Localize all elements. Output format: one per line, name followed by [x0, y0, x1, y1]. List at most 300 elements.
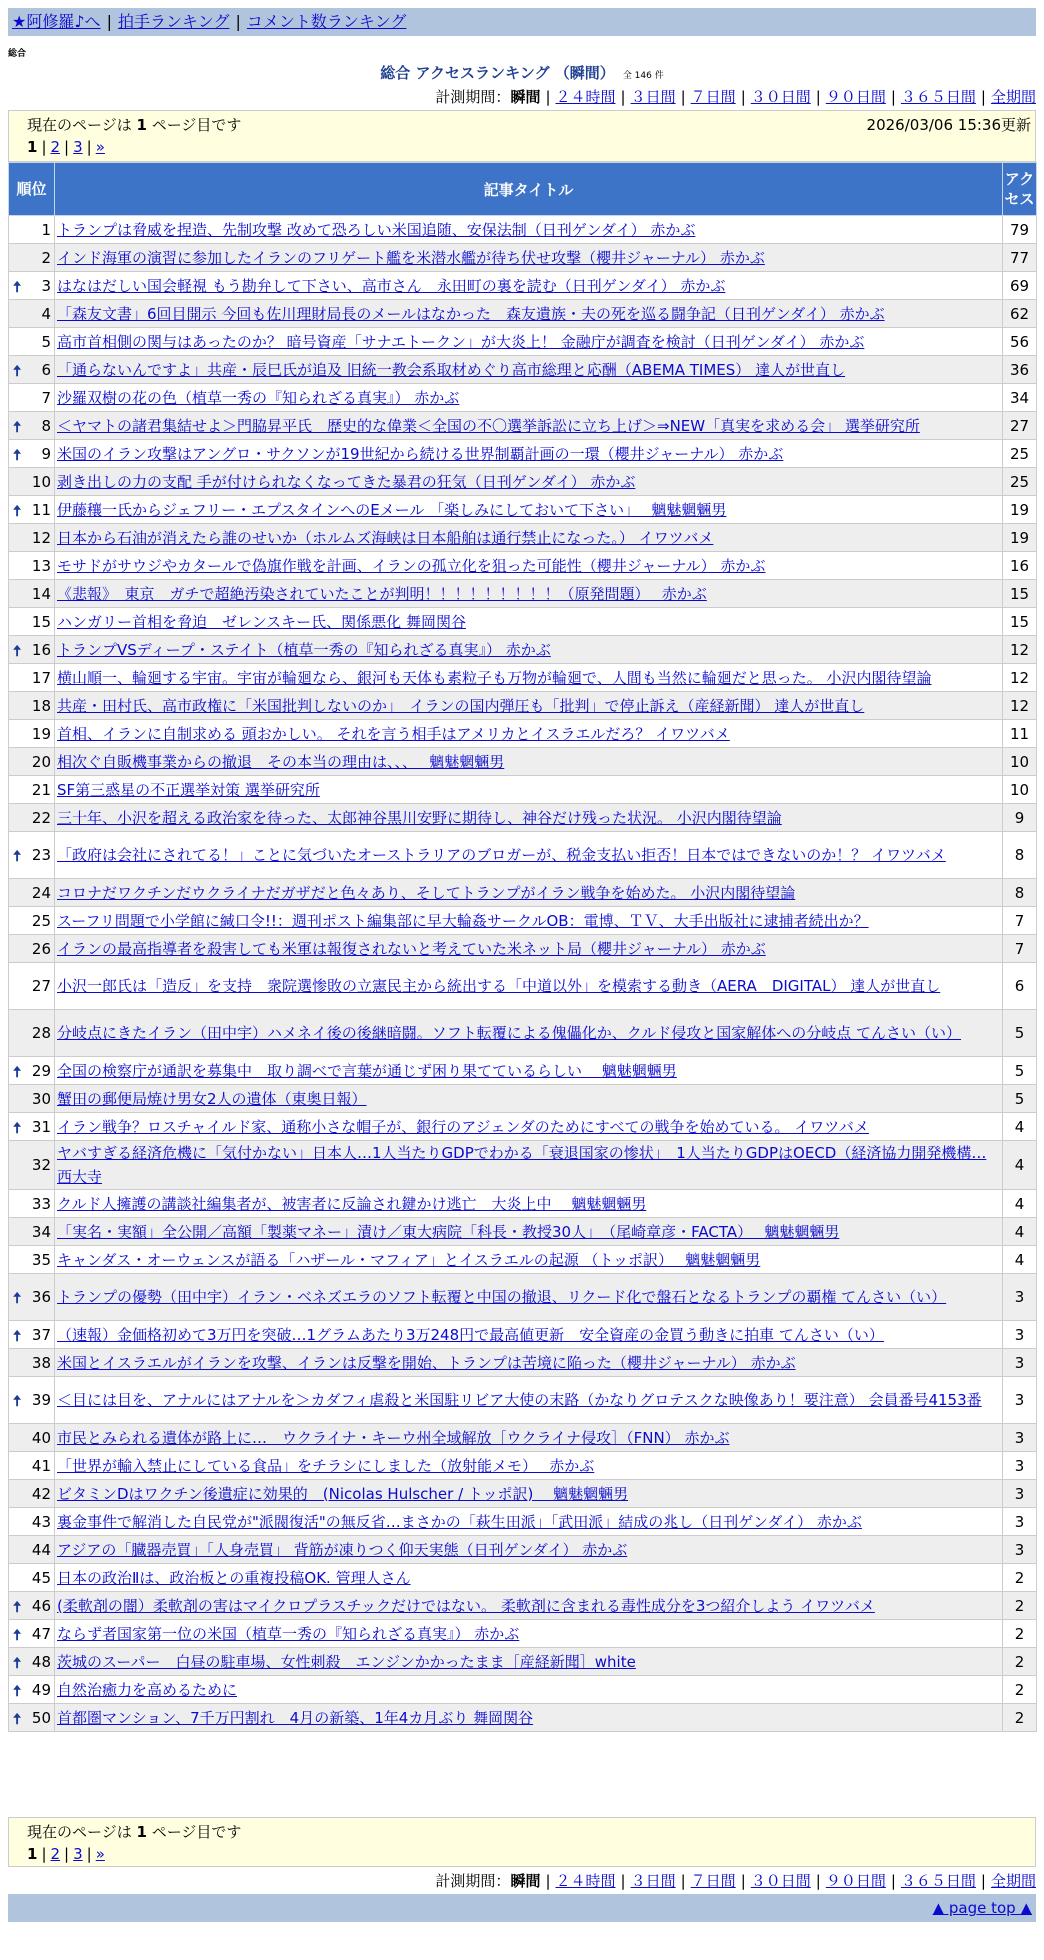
period-selector-top — [435, 86, 1036, 107]
period-link-1[interactable]: ３日間 — [630, 1872, 676, 1890]
period-current: 瞬間 — [510, 88, 541, 106]
title-cell — [55, 608, 1003, 636]
rank-cell — [9, 1246, 55, 1274]
pager-separator: | — [64, 1845, 70, 1863]
article-title-link[interactable]: 自然治癒力を高めるために — [57, 1680, 238, 1699]
article-title-link[interactable]: スーフリ問題で小学館に緘口令!!：週刊ポスト編集部に早大輪姦サークルOB：電博、ＴＶ、大手出版社に逮捕者続出か？ — [57, 911, 869, 930]
total-count: 全 146 件 — [622, 71, 664, 81]
article-title-link[interactable]: 「政府は会社にされてる！」ことに気づいたオーストラリアのブロガーが、税金支払い拒否！日本ではできないのか！？ イワツバメ — [57, 846, 946, 864]
article-title-link[interactable]: はなはだしい国会軽視 もう勘弁して下さい、高市さん 永田町の裏を読む（日刊ゲンダイ） 赤かぶ — [57, 276, 726, 295]
article-title-link[interactable]: イランの最高指導者を殺害しても米軍は報復されないと考えていた米ネット局（櫻井ジャーナル） 赤かぶ — [57, 939, 766, 958]
up-arrow-icon: 🠅 — [13, 847, 22, 865]
article-title-link[interactable]: ヤバすぎる経済危機に「気付かない」日本人…1人当たりGDPでわかる「衰退国家の惨状」 1人当たりGDPはOECD（経済協力開発機構… 西大寺 — [57, 1144, 987, 1186]
rank-number: 7 — [41, 388, 51, 407]
rank-number: 22 — [31, 808, 51, 827]
article-title-link[interactable]: ならず者国家第一位の米国（植草一秀の『知られざる真実』） 赤かぶ — [57, 1624, 520, 1643]
rank-number: 46 — [31, 1596, 51, 1615]
rank-number: 38 — [31, 1353, 51, 1372]
rank-number: 27 — [31, 977, 51, 995]
rank-cell — [9, 1141, 55, 1190]
access-count: 4 — [1003, 1246, 1037, 1274]
rank-cell — [9, 608, 55, 636]
rank-cell — [9, 907, 55, 935]
period-separator: | — [680, 88, 686, 106]
table-row — [9, 636, 1037, 664]
rank-cell — [9, 664, 55, 692]
period-separator: | — [815, 88, 821, 106]
access-count: 3 — [1003, 1424, 1037, 1452]
table-row — [9, 608, 1037, 636]
article-title-link[interactable]: クルド人擁護の講談社編集者が、被害者に反論され鍵かけ逃亡 大炎上中 魑魅魍魎男 — [57, 1194, 647, 1213]
table-row — [9, 440, 1037, 468]
article-title-link[interactable]: 高市首相側の関与はあったのか？ 暗号資産「サナエトークン」が大炎上！ 金融庁が調査を検討（日刊ゲンダイ） 赤かぶ — [57, 332, 865, 351]
access-count: 2 — [1003, 1620, 1037, 1648]
period-link-0[interactable]: ２４時間 — [555, 1872, 616, 1890]
rank-cell — [9, 1704, 55, 1732]
access-count: 56 — [1003, 328, 1037, 356]
pager-link-2[interactable]: » — [95, 1845, 105, 1863]
title-cell — [55, 1057, 1003, 1085]
article-title-link[interactable]: モサドがサウジやカタールで偽旗作戦を計画、イランの孤立化を狙った可能性（櫻井ジャーナル） 赤かぶ — [57, 556, 766, 575]
page-info-text: 現在のページは 1 ページ目です — [27, 1823, 242, 1841]
rank-number: 48 — [31, 1652, 51, 1671]
home-link[interactable]: ★阿修羅♪へ — [12, 12, 101, 31]
title-cell — [55, 1676, 1003, 1704]
article-title-link[interactable]: (柔軟剤の闇）柔軟剤の害はマイクロプラスチックだけではない。 柔軟剤に含まれる毒性成分を3つ紹介しよう イワツバメ — [57, 1596, 875, 1615]
table-row — [9, 748, 1037, 776]
title-cell — [55, 1480, 1003, 1508]
article-title-link[interactable]: （速報）金価格初めて3万円を突破…1グラムあたり3万248円で最高値更新 安全資産の金買う動きに拍車 てんさい（い） — [57, 1325, 884, 1344]
rank-number: 17 — [31, 668, 51, 687]
rank-cell — [9, 1424, 55, 1452]
article-title-link[interactable]: 裏金事件で解消した自民党が"派閥復活"の無反省…まさかの「萩生田派」「武田派」結成の兆し（日刊ゲンダイ） 赤かぶ — [57, 1512, 862, 1531]
article-title-link[interactable]: 沙羅双樹の花の色（植草一秀の『知られざる真実』） 赤かぶ — [57, 388, 460, 407]
rank-number: 23 — [31, 846, 51, 864]
access-count: 3 — [1003, 1536, 1037, 1564]
rank-number: 19 — [31, 724, 51, 743]
article-title-link[interactable]: 小沢一郎氏は「造反」を支持 衆院選惨敗の立憲民主から統出する「中道以外」を模索する動き（AERA DIGITAL） 達人が世直し — [57, 977, 941, 995]
rank-cell — [9, 776, 55, 804]
table-row — [9, 664, 1037, 692]
bottom-bar — [8, 1894, 1036, 1922]
table-row — [9, 1676, 1037, 1704]
rank-number: 8 — [41, 416, 51, 435]
access-count: 16 — [1003, 552, 1037, 580]
rank-cell — [9, 636, 55, 664]
rank-number: 35 — [31, 1250, 51, 1269]
article-title-link[interactable]: ＜ヤマトの諸君集結せよ＞門脇昇平氏 歴史的な偉業＜全国の不〇選挙訴訟に立ち上げ＞⇒NEW「真実を求める会」 選挙研究所 — [57, 416, 920, 435]
title-cell — [55, 1141, 1003, 1190]
rank-cell — [9, 1480, 55, 1508]
period-link-6[interactable]: 全期間 — [990, 1872, 1036, 1890]
access-count: 2 — [1003, 1564, 1037, 1592]
clap-ranking-link[interactable]: 拍手ランキング — [117, 12, 230, 31]
page-top-link[interactable]: ▲ page top ▲ — [932, 1899, 1032, 1917]
table-row — [9, 412, 1037, 440]
rank-cell — [9, 935, 55, 963]
period-separator: | — [740, 1872, 746, 1890]
table-row — [9, 1648, 1037, 1676]
access-count: 12 — [1003, 664, 1037, 692]
access-count: 10 — [1003, 776, 1037, 804]
rank-number: 36 — [31, 1288, 51, 1306]
article-title-link[interactable]: 横山順一、輪廻する宇宙。宇宙が輪廻なら、銀河も天体も素粒子も万物が輪廻で、人間も当然に輪廻だと思った。 小沢内閣待望論 — [57, 668, 932, 687]
title-cell — [55, 1424, 1003, 1452]
article-title-link[interactable]: 伊藤穰一氏からジェフリー・エプスタインへのEメール 「楽しみにしておいて下さい」 魑魅魍魎男 — [57, 500, 727, 519]
access-count: 9 — [1003, 804, 1037, 832]
table-row — [9, 720, 1037, 748]
pager-link-0[interactable]: 2 — [50, 1845, 61, 1863]
table-row — [9, 216, 1037, 244]
table-row — [9, 879, 1037, 907]
period-link-4[interactable]: ９０日間 — [825, 88, 886, 106]
article-title-link[interactable]: ビタミンDはワクチン後遺症に効果的 (Nicolas Hulscher / トッポ訳) 魑魅魍魎男 — [57, 1484, 629, 1503]
up-arrow-icon: 🠅 — [13, 1118, 22, 1137]
title-cell — [55, 1536, 1003, 1564]
access-count: 2 — [1003, 1592, 1037, 1620]
article-title-link[interactable]: ＜目には目を、アナルにはアナルを＞カダフィ虐殺と米国駐リビア大使の末路（かなりグロテスクな映像あり！要注意） 会員番号4153番 — [57, 1391, 982, 1409]
rank-cell — [9, 1349, 55, 1377]
article-title-link[interactable]: ハンガリー首相を脅迫 ゼレンスキー氏、関係悪化 舞岡関谷 — [57, 612, 466, 631]
rank-number: 39 — [31, 1391, 51, 1409]
rank-number: 37 — [31, 1325, 51, 1344]
rank-number: 45 — [31, 1568, 51, 1587]
table-row — [9, 1452, 1037, 1480]
table-row — [9, 1480, 1037, 1508]
rank-number: 24 — [31, 883, 51, 902]
updated-timestamp: 2026/03/06 15:36更新 — [866, 116, 1031, 134]
title-cell — [55, 1274, 1003, 1321]
article-title-link[interactable]: コロナだワクチンだウクライナだガザだと色々あり、そしてトランプがイラン戦争を始めた。 小沢内閣待望論 — [57, 883, 796, 902]
period-label: 計測期間： — [435, 1872, 511, 1890]
article-title-link[interactable]: 相次ぐ自販機事業からの撤退 その本当の理由は、、、 魑魅魍魎男 — [57, 752, 505, 771]
rank-cell — [9, 832, 55, 879]
title-cell — [55, 1349, 1003, 1377]
access-count: 3 — [1003, 1480, 1037, 1508]
table-row — [9, 1349, 1037, 1377]
up-arrow-icon: 🠅 — [13, 445, 22, 464]
article-title-link[interactable]: トランプVSディープ・ステイト（植草一秀の『知られざる真実』） 赤かぶ — [57, 640, 551, 659]
table-row — [9, 1704, 1037, 1732]
rank-cell — [9, 1274, 55, 1321]
pager-separator: | — [86, 1845, 92, 1863]
period-separator: | — [740, 88, 746, 106]
up-arrow-icon: 🠅 — [13, 277, 22, 296]
period-link-6[interactable]: 全期間 — [990, 88, 1036, 106]
title-cell — [55, 804, 1003, 832]
access-count: 5 — [1003, 1085, 1037, 1113]
rank-cell — [9, 244, 55, 272]
article-title-link[interactable]: 市民とみられる遺体が路上に… ウクライナ・キーウ州全域解放［ウクライナ侵攻］（FNN） 赤かぶ — [57, 1428, 730, 1447]
access-count: 27 — [1003, 412, 1037, 440]
period-link-5[interactable]: ３６５日間 — [900, 88, 976, 106]
period-separator: | — [545, 1872, 551, 1890]
title-cell — [55, 1564, 1003, 1592]
title-cell — [55, 1508, 1003, 1536]
access-count: 25 — [1003, 468, 1037, 496]
period-separator: | — [980, 1872, 986, 1890]
pager-bottom — [27, 1845, 105, 1863]
article-title-link[interactable]: 「森友文書」6回目開示 今回も佐川理財局長のメールはなかった 森友遺族・夫の死を巡る闘争記（日刊ゲンダイ） 赤かぶ — [57, 304, 885, 323]
pager-separator: | — [64, 138, 70, 156]
up-arrow-icon: 🠅 — [13, 1062, 22, 1081]
access-count: 69 — [1003, 272, 1037, 300]
access-count: 7 — [1003, 907, 1037, 935]
access-count: 79 — [1003, 216, 1037, 244]
article-title-link[interactable]: 茨城のスーパー 白昼の駐車場、女性刺殺 エンジンかかったまま［産経新聞］white — [57, 1652, 636, 1671]
rank-number: 26 — [31, 939, 51, 958]
page-info-top — [8, 110, 1036, 162]
rank-cell — [9, 1536, 55, 1564]
table-row — [9, 1113, 1037, 1141]
title-cell — [55, 748, 1003, 776]
period-link-4[interactable]: ９０日間 — [825, 1872, 886, 1890]
up-arrow-icon: 🠅 — [13, 501, 22, 520]
rank-cell — [9, 963, 55, 1010]
article-title-link[interactable]: キャンダス・オーウェンスが語る「ハザール・マフィア」とイスラエルの起源 （トッポ訳） 魑魅魍魎男 — [57, 1250, 761, 1269]
rank-number: 12 — [31, 528, 51, 547]
article-title-link[interactable]: 共産・田村氏、高市政権に「米国批判しないのか」 イランの国内弾圧も「批判」で停止訴え（産経新聞） 達人が世直し — [57, 696, 865, 715]
rank-cell — [9, 1592, 55, 1620]
pager-link-2[interactable]: » — [95, 138, 105, 156]
pager-separator: | — [86, 138, 92, 156]
up-arrow-icon: 🠅 — [13, 361, 22, 380]
access-count: 8 — [1003, 832, 1037, 879]
period-link-3[interactable]: ３０日間 — [750, 1872, 811, 1890]
article-title-link[interactable]: 「通らないんですよ」共産・辰巳氏が追及 旧統一教会系取材めぐり高市総理と応酬（ABEMA TIMES） 達人が世直し — [57, 360, 846, 379]
rank-cell — [9, 1508, 55, 1536]
access-count: 7 — [1003, 935, 1037, 963]
title-cell — [55, 1246, 1003, 1274]
access-count: 3 — [1003, 1377, 1037, 1424]
article-title-link[interactable]: 剥き出しの力の支配 手が付けられなくなってきた暴君の狂気（日刊ゲンダイ） 赤かぶ — [57, 472, 636, 491]
rank-cell — [9, 1620, 55, 1648]
title-cell — [55, 963, 1003, 1010]
article-title-link[interactable]: トランプの優勢（田中宇）イラン・ベネズエラのソフト転覆と中国の撤退、リクード化で盤石となるトランプの覇権 てんさい（い） — [57, 1288, 947, 1306]
access-count: 2 — [1003, 1676, 1037, 1704]
table-row — [9, 1190, 1037, 1218]
rank-number: 41 — [31, 1456, 51, 1475]
table-row — [9, 1564, 1037, 1592]
table-row — [9, 1424, 1037, 1452]
period-separator: | — [890, 88, 896, 106]
access-count: 4 — [1003, 1218, 1037, 1246]
title-cell — [55, 636, 1003, 664]
article-title-link[interactable]: 分岐点にきたイラン（田中宇）ハメネイ後の後継暗闘。ソフト転覆による傀儡化か、クルド侵攻と国家解体への分岐点 てんさい（い） — [57, 1024, 962, 1042]
article-title-link[interactable]: 米国とイスラエルがイランを攻撃、イランは反撃を開始、トランプは苦境に陥った（櫻井ジャーナル） 赤かぶ — [57, 1353, 796, 1372]
access-count: 11 — [1003, 720, 1037, 748]
rank-number: 14 — [31, 584, 51, 603]
access-count: 3 — [1003, 1508, 1037, 1536]
access-count: 12 — [1003, 692, 1037, 720]
period-separator: | — [620, 1872, 626, 1890]
top-nav-bar — [8, 8, 1036, 36]
rank-number: 25 — [31, 911, 51, 930]
article-title-link[interactable]: 《悲報》 東京 ガチで超絶汚染されていたことが判明！！！！！！！！！（原発問題） 赤かぶ — [57, 584, 707, 603]
title-cell — [55, 1648, 1003, 1676]
article-title-link[interactable]: インド海軍の演習に参加したイランのフリゲート艦を米潜水艦が待ち伏せ攻撃（櫻井ジャーナル） 赤かぶ — [57, 248, 765, 267]
title-cell — [55, 1321, 1003, 1349]
rank-number: 50 — [31, 1708, 51, 1727]
rank-number: 20 — [31, 752, 51, 771]
rank-number: 33 — [31, 1194, 51, 1213]
rank-number: 42 — [31, 1484, 51, 1503]
period-link-5[interactable]: ３６５日間 — [900, 1872, 976, 1890]
up-arrow-icon: 🠅 — [13, 417, 22, 436]
article-title-link[interactable]: イラン戦争？ロスチャイルド家、通称小さな帽子が、銀行のアジェンダのためにすべての戦争を始めている。 イワツバメ — [57, 1117, 869, 1136]
access-count: 4 — [1003, 1113, 1037, 1141]
article-title-link[interactable]: 「世界が輸入禁止にしている食品」をチラシにしました（放射能メモ） 赤かぶ — [57, 1456, 595, 1475]
title-cell — [55, 384, 1003, 412]
title-cell — [55, 692, 1003, 720]
table-row — [9, 1377, 1037, 1424]
pager-current: 1 — [27, 1845, 38, 1863]
rank-number: 49 — [31, 1680, 51, 1699]
title-cell — [55, 1085, 1003, 1113]
rank-cell — [9, 720, 55, 748]
title-cell — [55, 664, 1003, 692]
rank-number: 5 — [41, 332, 51, 351]
rank-cell — [9, 1321, 55, 1349]
rank-number: 4 — [41, 304, 51, 323]
article-title-link[interactable]: 首相、イランに自制求める 頭おかしい。 それを言う相手はアメリカとイスラエルだろ？ イワツバメ — [57, 724, 730, 743]
period-link-2[interactable]: ７日間 — [690, 1872, 736, 1890]
rank-cell — [9, 1676, 55, 1704]
article-title-link[interactable]: 米国のイラン攻撃はアングロ・サクソンが19世紀から続ける世界制覇計画の一環（櫻井ジャーナル） 赤かぶ — [57, 444, 784, 463]
period-link-2[interactable]: ７日間 — [690, 88, 736, 106]
rank-number: 18 — [31, 696, 51, 715]
rank-cell — [9, 552, 55, 580]
article-title-link[interactable]: SF第三惑星の不正選挙対策 選挙研究所 — [57, 780, 320, 799]
period-selector-bottom — [435, 1870, 1036, 1891]
rank-cell — [9, 1057, 55, 1085]
access-count: 4 — [1003, 1141, 1037, 1190]
table-row — [9, 1057, 1037, 1085]
rank-number: 32 — [31, 1156, 51, 1174]
table-row — [9, 1321, 1037, 1349]
genre-label: 総合 — [8, 49, 27, 59]
article-title-link[interactable]: 首都圏マンション、7千万円割れ 4月の新築、1年4カ月ぶり 舞岡関谷 — [57, 1708, 534, 1727]
period-link-3[interactable]: ３０日間 — [750, 88, 811, 106]
title-cell — [55, 776, 1003, 804]
table-row — [9, 832, 1037, 879]
title-cell — [55, 1218, 1003, 1246]
table-row — [9, 1218, 1037, 1246]
table-row — [9, 328, 1037, 356]
article-title-link[interactable]: トランプは脅威を捏造、先制攻撃 改めて恐ろしい米国追随、安保法制（日刊ゲンダイ） 赤かぶ — [57, 220, 696, 239]
access-count: 5 — [1003, 1010, 1037, 1057]
period-label: 計測期間： — [435, 88, 511, 106]
title-cell — [55, 300, 1003, 328]
table-row — [9, 272, 1037, 300]
period-separator: | — [815, 1872, 821, 1890]
pager-link-1[interactable]: 3 — [73, 138, 83, 156]
article-title-link[interactable]: 日本の政治Ⅱは、政治板との重複投稿OK. 管理人さん — [57, 1568, 411, 1587]
table-row — [9, 552, 1037, 580]
rank-cell — [9, 496, 55, 524]
rank-number: 21 — [31, 780, 51, 799]
rank-number: 13 — [31, 556, 51, 575]
access-count: 3 — [1003, 1274, 1037, 1321]
table-row — [9, 1010, 1037, 1057]
title-cell — [55, 496, 1003, 524]
table-row — [9, 907, 1037, 935]
article-title-link[interactable]: 全国の検察庁が通訳を募集中 取り調べで言葉が通じず困り果てているらしい 魑魅魍魎男 — [57, 1061, 677, 1080]
up-arrow-icon: 🠅 — [13, 1597, 22, 1616]
access-count: 19 — [1003, 496, 1037, 524]
table-row — [9, 1274, 1037, 1321]
title-cell — [55, 1377, 1003, 1424]
title-cell — [55, 1190, 1003, 1218]
table-row — [9, 356, 1037, 384]
pager-link-1[interactable]: 3 — [73, 1845, 83, 1863]
article-title-link[interactable]: アジアの「臓器売買」「人身売買」 背筋が凍りつく仰天実態（日刊ゲンダイ） 赤かぶ — [57, 1540, 628, 1559]
header-rank: 順位 — [9, 163, 55, 216]
title-cell — [55, 244, 1003, 272]
rank-number: 28 — [31, 1024, 51, 1042]
rank-number: 3 — [41, 276, 51, 295]
rank-cell — [9, 1452, 55, 1480]
period-link-1[interactable]: ３日間 — [630, 88, 676, 106]
rank-cell — [9, 1564, 55, 1592]
nav-separator: | — [235, 12, 241, 31]
page-info-bottom — [8, 1817, 1036, 1867]
title-cell — [55, 328, 1003, 356]
rank-number: 44 — [31, 1540, 51, 1559]
table-row — [9, 468, 1037, 496]
title-cell — [55, 272, 1003, 300]
article-title-link[interactable]: 「実名・実額」全公開／高額「製薬マネー」漬け／東大病院「科長・教授30人」 （尾崎章彦・FACTA） 魑魅魍魎男 — [57, 1222, 840, 1241]
rank-number: 40 — [31, 1428, 51, 1447]
table-row — [9, 1508, 1037, 1536]
table-row — [9, 692, 1037, 720]
up-arrow-icon: 🠅 — [13, 1681, 22, 1700]
table-row — [9, 384, 1037, 412]
pager-link-0[interactable]: 2 — [50, 138, 61, 156]
comment-ranking-link[interactable]: コメント数ランキング — [246, 12, 407, 31]
table-row — [9, 963, 1037, 1010]
period-separator: | — [680, 1872, 686, 1890]
period-separator: | — [980, 88, 986, 106]
pager-current: 1 — [27, 138, 38, 156]
rank-number: 29 — [31, 1061, 51, 1080]
rank-cell — [9, 216, 55, 244]
access-count: 19 — [1003, 524, 1037, 552]
title-cell — [55, 412, 1003, 440]
title-cell — [55, 356, 1003, 384]
rank-cell — [9, 804, 55, 832]
access-count: 2 — [1003, 1648, 1037, 1676]
period-link-0[interactable]: ２４時間 — [555, 88, 616, 106]
article-title-link[interactable]: 蟹田の郵便局焼け男女2人の遺体（東奥日報） — [57, 1089, 367, 1108]
access-count: 10 — [1003, 748, 1037, 776]
pager-separator: | — [41, 1845, 47, 1863]
rank-cell — [9, 384, 55, 412]
table-row — [9, 1536, 1037, 1564]
title-cell — [55, 1620, 1003, 1648]
access-count: 3 — [1003, 1321, 1037, 1349]
rank-cell — [9, 524, 55, 552]
ranking-body — [9, 216, 1037, 1732]
title-cell — [55, 552, 1003, 580]
article-title-link[interactable]: 日本から石油が消えたら誰のせいか（ホルムズ海峡は日本船舶は通行禁止になった。） イワツバメ — [57, 528, 714, 547]
rank-number: 11 — [31, 500, 51, 519]
title-cell — [55, 907, 1003, 935]
article-title-link[interactable]: 三十年、小沢を超える政治家を待った、太郎神谷黒川安野に期待し、神谷だけ残った状況。 小沢内閣待望論 — [57, 808, 782, 827]
title-cell — [55, 935, 1003, 963]
rank-cell — [9, 356, 55, 384]
access-count: 62 — [1003, 300, 1037, 328]
